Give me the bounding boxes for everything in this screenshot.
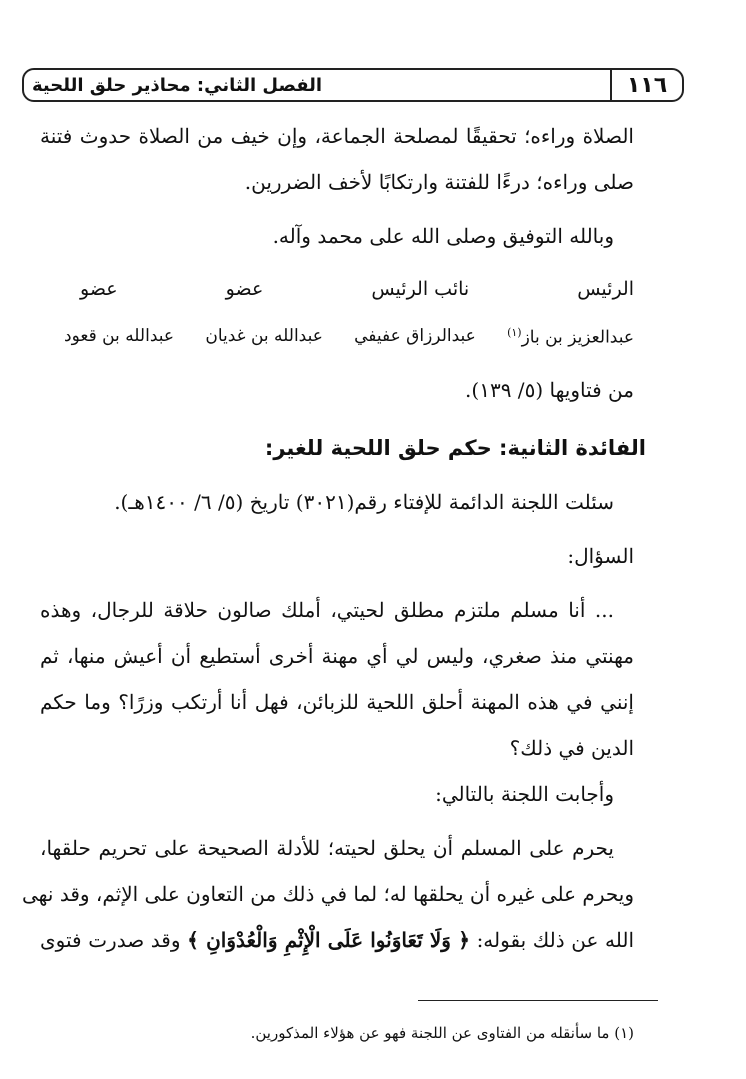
question-line: ... أنا مسلم ملتزم مطلق لحيتي، أملك صالون حلاقة للرجال، وهذه bbox=[40, 598, 614, 622]
chapter-title: الفصل الثاني: محاذير حلق اللحية bbox=[32, 74, 323, 96]
section-heading: الفائدة الثانية: حكم حلق اللحية للغير: bbox=[264, 436, 646, 460]
page-number: ١١٦ bbox=[626, 72, 668, 98]
answer-line: ويحرم على غيره أن يحلقها له؛ لما في ذلك من التعاون على الإثم، وقد نهى bbox=[22, 882, 634, 906]
question-label: السؤال: bbox=[567, 544, 634, 568]
signature-title: نائب الرئيس bbox=[371, 278, 470, 300]
signature-name: عبدالله بن غديان bbox=[205, 326, 323, 346]
fatwa-intro: سئلت اللجنة الدائمة للإفتاء رقم(٣٠٢١) تاريخ (٥/ ٦/ ١٤٠٠هـ). bbox=[114, 490, 614, 514]
paragraph-line: صلى وراءه؛ درءًا للفتنة وارتكابًا لأخف الضررين. bbox=[244, 170, 634, 194]
signature-name: عبدالعزيز بن باز$^{(١)}$ bbox=[507, 326, 634, 348]
footnote-separator bbox=[418, 1000, 658, 1001]
answer-text: الله عن ذلك بقوله: bbox=[476, 928, 635, 952]
page-header bbox=[22, 68, 684, 102]
question-line: الدين في ذلك؟ bbox=[509, 736, 634, 760]
closing-line: وبالله التوفيق وصلى الله على محمد وآله. bbox=[272, 224, 614, 248]
quran-verse: ﴿ وَلَا تَعَاوَنُوا عَلَى الْإِثْمِ وَالْعُدْوَانِ ﴾ bbox=[187, 928, 470, 952]
signature-title: الرئيس bbox=[577, 278, 634, 300]
footnote-marker: (١) bbox=[507, 326, 522, 339]
answer-line bbox=[40, 928, 634, 952]
answer-text: وقد صدرت فتوى bbox=[40, 928, 181, 952]
paragraph-line: الصلاة وراءه؛ تحقيقًا لمصلحة الجماعة، وإن خيف من الصلاة حدوث فتنة bbox=[40, 124, 634, 148]
question-line: مهنتي منذ صغري، وليس لي أي مهنة أخرى أستطيع أن أعيش منها، ثم bbox=[40, 644, 634, 668]
footnote: (١) ما سأنقله من الفتاوى عن اللجنة فهو عن هؤلاء المذكورين. bbox=[250, 1024, 634, 1042]
header-divider bbox=[610, 70, 612, 100]
signature-name: عبدالله بن قعود bbox=[64, 326, 175, 346]
signature-title: عضو bbox=[225, 278, 264, 300]
signature-title: عضو bbox=[80, 278, 118, 300]
question-line: إنني في هذه المهنة أحلق اللحية للزبائن، فهل أنا أرتكب وزرًا؟ وما حكم bbox=[40, 690, 634, 714]
signature-titles bbox=[80, 278, 634, 300]
source-reference: من فتاويها (٥/ ١٣٩). bbox=[465, 378, 634, 402]
signature-name: عبدالرزاق عفيفي bbox=[354, 326, 476, 346]
answer-line: يحرم على المسلم أن يحلق لحيته؛ للأدلة الصحيحة على تحريم حلقها، bbox=[40, 836, 614, 860]
signature-names bbox=[64, 326, 634, 348]
answer-label: وأجابت اللجنة بالتالي: bbox=[435, 782, 614, 806]
